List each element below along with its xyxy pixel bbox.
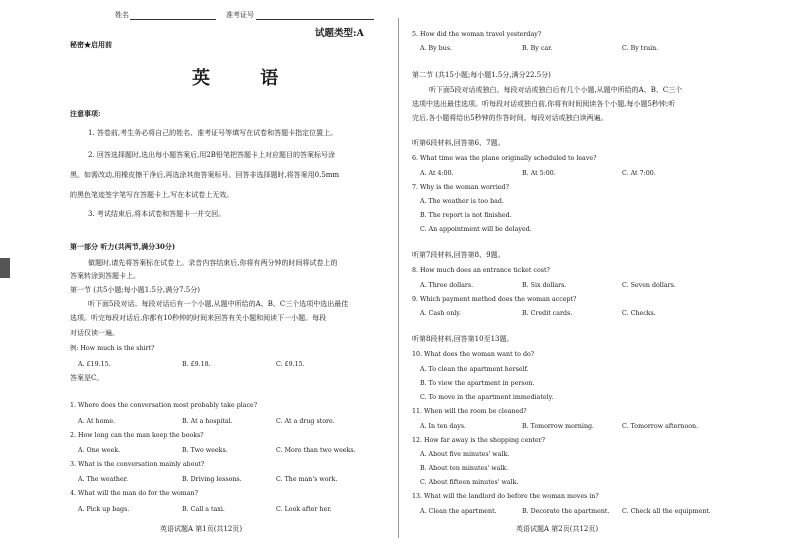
page-divider: [398, 18, 399, 538]
section1-intro: 对话仅读一遍。: [70, 329, 119, 337]
note-line: 黑。如需改动,用橡皮擦干净后,再选涂其他答案标号。回答非选择题时,将答案用0.5mm: [70, 171, 340, 179]
q10-option-b: B. To view the apartment in person.: [420, 380, 535, 387]
q4-option-c: C. Look after her.: [276, 506, 332, 513]
q1-option-a: A. At home.: [78, 418, 116, 425]
question-10: 10. What does the woman want to do?: [412, 351, 535, 358]
q6-option-b: B. At 5:00.: [522, 170, 556, 177]
group-label: 听第7段材料,回答第8、9题。: [412, 251, 505, 259]
q1-option-b: B. At a hospital.: [182, 418, 233, 425]
q13-option-a: A. Clean the apartment.: [420, 508, 497, 515]
q4-option-a: A. Pick up bags.: [78, 506, 130, 513]
paper-type: 试题类型:A: [315, 28, 364, 39]
q12-option-b: B. About ten minutes' walk.: [420, 465, 509, 472]
question-7: 7. Why is the woman worried?: [412, 184, 509, 191]
q5-option-a: A. By bus.: [420, 45, 453, 52]
page-footer-right: 英语试题A 第2页(共12页): [516, 525, 599, 533]
q9-option-c: C. Checks.: [622, 310, 656, 317]
example-option-b: B. £9.18.: [182, 361, 211, 368]
note-line: 1. 答卷前,考生务必将自己的姓名、准考证号等填写在试卷和答题卡指定位置上。: [88, 129, 338, 137]
q5-option-b: B. By car.: [522, 45, 553, 52]
exam-id-label: 准考证号: [226, 11, 254, 19]
page-footer-left: 英语试题A 第1页(共12页): [160, 525, 243, 533]
q11-option-a: A. In ten days.: [420, 423, 466, 430]
name-label: 姓名: [115, 11, 129, 19]
question-12: 12. How far away is the shopping center?: [412, 437, 545, 444]
question-6: 6. What time was the plane originally scheduled to leave?: [412, 155, 597, 162]
question-9: 9. Which payment method does the woman accept?: [412, 296, 577, 303]
notes-heading: 注意事项:: [70, 109, 101, 118]
example-option-a: A. £19.15.: [78, 361, 111, 368]
page-title: 英 语: [192, 68, 301, 89]
part1-intro: 答案转涂到答题卡上。: [70, 272, 140, 280]
question-11: 11. When will the room be cleaned?: [412, 408, 527, 415]
group-label: 听第8段材料,回答第10至13题。: [412, 335, 514, 343]
q11-option-c: C. Tomorrow afternoon.: [622, 423, 699, 430]
question-13: 13. What will the landlord do before the woman moves in?: [412, 493, 599, 500]
q8-option-c: C. Seven dollars.: [622, 282, 676, 289]
q7-option-a: A. The weather is too bad.: [420, 198, 504, 205]
q13-option-b: B. Decorate the apartment.: [522, 508, 610, 515]
q9-option-a: A. Cash only.: [420, 310, 461, 317]
section2-intro: 听下面5段对话或独白。每段对话或独白后有几个小题,从题中所给的A、B、C三个: [429, 86, 683, 94]
question-2: 2. How long can the man keep the books?: [70, 432, 204, 439]
q7-option-c: C. An appointment will be delayed.: [420, 226, 532, 233]
note-line: 的黑色笔迹签字笔写在答题卡上,写在本试卷上无效。: [70, 191, 234, 199]
q10-option-a: A. To clean the apartment herself.: [420, 366, 529, 373]
q3-option-b: B. Driving lessons.: [182, 476, 242, 483]
q8-option-b: B. Six dollars.: [522, 282, 567, 289]
secret-tag: 秘密★启用前: [70, 40, 112, 49]
note-line: 3. 考试结束后,将本试卷和答题卡一并交回。: [88, 210, 226, 218]
q6-option-a: A. At 4:00.: [420, 170, 454, 177]
q7-option-b: B. The report is not finished.: [420, 212, 512, 219]
q2-option-c: C. More than two weeks.: [276, 447, 356, 454]
q13-option-c: C. Check all the equipment.: [622, 508, 711, 515]
q11-option-b: B. Tomorrow morning.: [522, 423, 595, 430]
example-question: 例: How much is the shirt?: [70, 345, 155, 352]
section1-intro: 听下面5段对话。每段对话后有一个小题,从题中所给的A、B、C三个选项中选出最佳: [88, 300, 349, 308]
example-option-c: C. £9.15.: [276, 361, 305, 368]
note-line: 2. 回答选择题时,选出每小题答案后,用2B铅笔把答题卡上对应题目的答案标号涂: [88, 151, 335, 159]
q5-option-c: C. By train.: [622, 45, 659, 52]
q9-option-b: B. Credit cards.: [522, 310, 573, 317]
q6-option-c: C. At 7:00.: [622, 170, 656, 177]
example-answer: 答案是C。: [70, 374, 104, 382]
exam-id-field[interactable]: [256, 19, 374, 20]
q12-option-a: A. About five minutes' walk.: [420, 451, 510, 458]
question-5: 5. How did the woman travel yesterday?: [412, 31, 542, 38]
question-4: 4. What will the man do for the woman?: [70, 490, 198, 497]
section2-intro: 完后,各小题将给出5秒钟的作答时间。每段对话或独白读两遍。: [412, 114, 608, 122]
binding-marker: [0, 258, 10, 278]
section2-heading: 第二节 (共15小题;每小题1.5分,满分22.5分): [412, 71, 551, 79]
q2-option-a: A. One week.: [78, 447, 121, 454]
question-8: 8. How much does an entrance ticket cost?: [412, 267, 550, 274]
q8-option-a: A. Three dollars.: [420, 282, 474, 289]
question-1: 1. Where does the conversation most probably take place?: [70, 402, 258, 409]
part1-intro: 做题时,请先将答案标在试卷上。录音内容结束后,你将有两分钟的时间将试卷上的: [88, 259, 338, 267]
question-3: 3. What is the conversation mainly about?: [70, 461, 205, 468]
q4-option-b: B. Call a taxi.: [182, 506, 225, 513]
section2-intro: 选项中选出最佳选项。听每段对话或独白前,你将有时间阅读各个小题,每小题5秒钟;听: [412, 100, 676, 108]
q12-option-c: C. About fifteen minutes' walk.: [420, 479, 519, 486]
q1-option-c: C. At a drug store.: [276, 418, 335, 425]
name-field[interactable]: [130, 19, 216, 20]
section1-intro: 选项。听完每段对话后,你都有10秒钟的时间来回答有关小题和阅读下一小题。每段: [70, 314, 327, 322]
q3-option-a: A. The weather.: [78, 476, 129, 483]
q3-option-c: C. The man's work.: [276, 476, 338, 483]
q2-option-b: B. Two weeks.: [182, 447, 228, 454]
section1-heading: 第一节 (共5小题;每小题1.5分,满分7.5分): [70, 286, 200, 294]
part1-heading: 第一部分 听力(共两节,满分30分): [70, 242, 176, 251]
group-label: 听第6段材料,回答第6、7题。: [412, 139, 505, 147]
q10-option-c: C. To move in the apartment immediately.: [420, 394, 554, 401]
